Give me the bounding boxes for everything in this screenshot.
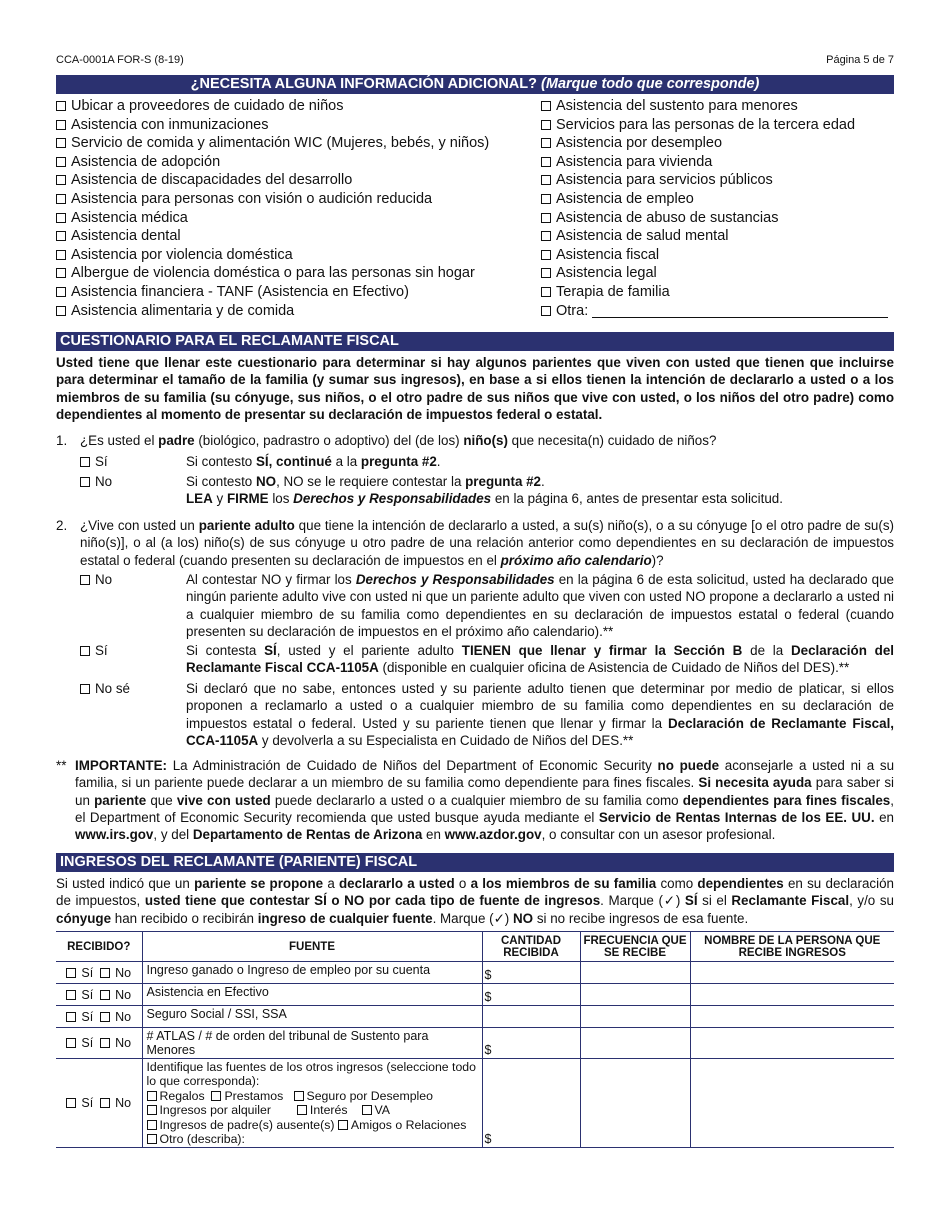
checkbox[interactable]	[541, 250, 551, 260]
info-option[interactable]	[541, 246, 888, 265]
checkbox[interactable]	[541, 306, 551, 316]
no-checkbox[interactable]	[100, 968, 110, 978]
received-cell	[56, 1006, 142, 1028]
other-income-option[interactable]: Regalos	[147, 1089, 205, 1103]
checkbox[interactable]	[56, 268, 66, 278]
recipient-name-cell[interactable]	[690, 1006, 894, 1028]
no-option[interactable]: No	[93, 988, 131, 1002]
info-option[interactable]	[541, 97, 888, 116]
col-header-amount: CANTIDAD RECIBIDA	[482, 932, 580, 962]
checkbox[interactable]	[147, 1120, 157, 1130]
q1-yes-checkbox[interactable]	[80, 457, 90, 467]
table-row	[56, 1006, 894, 1028]
info-option[interactable]	[56, 116, 489, 135]
info-option[interactable]	[541, 283, 888, 302]
info-option[interactable]	[541, 171, 888, 190]
q1-no-checkbox[interactable]	[80, 477, 90, 487]
table-row	[56, 962, 894, 984]
checkbox[interactable]	[211, 1091, 221, 1101]
checkbox-label: Ubicar a proveedores de cuidado de niños	[71, 98, 344, 114]
info-list-right	[541, 97, 888, 320]
col-header-recipient-name: NOMBRE DE LA PERSONA QUE RECIBE INGRESOS	[690, 932, 894, 962]
important-marker: **	[56, 758, 67, 773]
received-cell	[56, 984, 142, 1006]
other-income-option[interactable]: Ingresos de padre(s) ausente(s)	[147, 1118, 335, 1132]
checkbox-label: Asistencia de adopción	[71, 153, 221, 170]
frequency-cell[interactable]	[580, 1028, 690, 1059]
checkbox[interactable]	[541, 194, 551, 204]
info-option[interactable]	[56, 171, 489, 190]
no-option[interactable]: No	[93, 1010, 131, 1024]
checkbox-label: Asistencia por violencia doméstica	[71, 246, 293, 263]
other-text-field[interactable]	[592, 303, 888, 318]
other-income-option[interactable]: Ingresos por alquiler	[147, 1103, 271, 1117]
info-option[interactable]	[56, 190, 489, 209]
section-title-note: (Marque todo que corresponde)	[541, 76, 760, 92]
section-income-header	[56, 853, 894, 872]
info-option[interactable]	[541, 116, 888, 135]
no-option[interactable]: No	[93, 1096, 131, 1110]
checkbox[interactable]	[541, 287, 551, 297]
info-option[interactable]	[541, 190, 888, 209]
other-income-option[interactable]: Otro (describa):	[147, 1132, 245, 1146]
info-option[interactable]	[56, 209, 489, 228]
yes-checkbox[interactable]	[66, 1098, 76, 1108]
received-cell	[56, 962, 142, 984]
frequency-cell[interactable]	[580, 1006, 690, 1028]
yes-checkbox[interactable]	[66, 1038, 76, 1048]
frequency-cell[interactable]	[580, 962, 690, 984]
q2-dont-know-instruction: Si declaró que no sabe, entonces usted y su pariente adulto tienen que determinar por medio de platicar, si ellos proponen a reclamarlo a usted o a cualquier miembro de su familia como dependientes en su declaración de impuestos estatal o federal. Usted y su pariente tienen que llenar y firmar la Declaración de Reclamante Fiscal, CCA-1105A y devolverla a su Especialista en Cuidado de Niños del DES.**	[186, 681, 895, 748]
checkbox[interactable]	[541, 157, 551, 167]
yes-checkbox[interactable]	[66, 968, 76, 978]
no-checkbox[interactable]	[100, 1038, 110, 1048]
checkbox-label: Asistencia médica	[71, 209, 188, 226]
checkbox-label: Servicio de comida y alimentación WIC (Mujeres, bebés, y niños)	[71, 135, 490, 152]
q1-yes-option[interactable]: Sí	[80, 453, 108, 470]
checkbox[interactable]	[338, 1120, 348, 1130]
q2-no-instruction: Al contestar NO y firmar los Derechos y Responsabilidades en la página 6 de esta solicitud, usted ha declarado que ningún pariente adulto vive con usted ni que un pariente adulto que viven con usted NO propone a declararlo a usted ni a cualquier miembro de su familia como dependientes en su declaración de impuestos estatal o federal (cuando presenten su declaración de impuestos en el próximo año calendario).**	[186, 572, 894, 639]
no-checkbox[interactable]	[100, 990, 110, 1000]
info-option[interactable]	[541, 134, 888, 153]
amount-cell[interactable]	[482, 1006, 580, 1028]
checkbox-label: Terapia de familia	[556, 283, 670, 300]
info-option[interactable]	[56, 227, 489, 246]
q1-no-instruction: Si contesto NO, NO se le requiere contestar la pregunta #2. LEA y FIRME los Derechos y Responsabilidades en la página 6, antes de presentar esta solicitud.	[186, 474, 783, 507]
recipient-name-cell[interactable]	[690, 1059, 894, 1148]
other-income-option[interactable]: Prestamos	[211, 1089, 283, 1103]
frequency-cell[interactable]	[580, 984, 690, 1006]
form-id: CCA-0001A FOR-S (8-19)	[56, 54, 184, 66]
info-option[interactable]	[541, 227, 888, 246]
q2-dont-know-option[interactable]: No sé	[80, 680, 130, 697]
yes-option[interactable]: Sí	[66, 1036, 93, 1050]
other-income-option[interactable]: Seguro por Desempleo	[294, 1089, 433, 1103]
no-option[interactable]: No	[93, 966, 131, 980]
q2-no-checkbox[interactable]	[80, 575, 90, 585]
checkbox[interactable]	[541, 120, 551, 130]
checkbox-label: Asistencia legal	[556, 265, 657, 282]
checkbox[interactable]	[541, 231, 551, 241]
yes-option[interactable]: Sí	[66, 988, 93, 1002]
q1-yes-instruction: Si contesto SÍ, continué a la pregunta #2.	[186, 454, 441, 469]
no-option[interactable]: No	[93, 1036, 131, 1050]
checkbox[interactable]	[56, 231, 66, 241]
other-income-source-cell: Identifique las fuentes de los otros ingresos (seleccione todo lo que corresponda): Regalos Prestamos Seguro por Desempleo Ingresos por alquiler Interés VA Ingresos de padre(s) ausente(s) Amigos o Relaciones Otro (describa):	[142, 1059, 482, 1148]
checkbox-label: Asistencia de empleo	[556, 190, 694, 207]
received-cell	[56, 1059, 142, 1148]
checkbox[interactable]	[541, 268, 551, 278]
recipient-name-cell[interactable]	[690, 962, 894, 984]
checkbox-label: Asistencia de discapacidades del desarrollo	[71, 172, 353, 189]
amount-cell[interactable]: $	[482, 962, 580, 984]
important-note: IMPORTANTE: La Administración de Cuidado de Niños del Department of Economic Security no puede aconsejarle a usted ni a su familia, si un pariente puede declarar a un miembro de su familia como dependiente para fines fiscales. Si necesita ayuda para saber si un pariente que vive con usted puede declararlo a usted o a cualquier miembro de su familia como dependientes para fines fiscales, el Department of Economic Security recomienda que usted busque ayuda mediante el Servicio de Rentas Internas de los EE. UU. en www.irs.gov, y del Departamento de Rentas de Arizona en www.azdor.gov, o consultar con un asesor profesional.	[75, 758, 895, 843]
source-cell: Seguro Social / SSI, SSA	[142, 1006, 482, 1028]
recipient-name-cell[interactable]	[690, 1028, 894, 1059]
checkbox[interactable]	[56, 306, 66, 316]
q2-yes-instruction: Si contesta SÍ, usted y el pariente adulto TIENEN que llenar y firmar la Sección B de la Declaración del Reclamante Fiscal CCA-1105A (disponible en cualquier oficina de Asistencia de Cuidado de Niños del DES).**	[186, 643, 894, 676]
yes-checkbox[interactable]	[66, 1012, 76, 1022]
checkbox[interactable]	[541, 175, 551, 185]
checkbox[interactable]	[294, 1091, 304, 1101]
checkbox[interactable]	[56, 138, 66, 148]
info-option[interactable]	[541, 209, 888, 228]
checkbox[interactable]	[56, 101, 66, 111]
checkbox[interactable]	[56, 157, 66, 167]
yes-checkbox[interactable]	[66, 990, 76, 1000]
table-row	[56, 1028, 894, 1059]
amount-cell[interactable]: $	[482, 1028, 580, 1059]
info-option[interactable]	[56, 246, 489, 265]
checkbox[interactable]	[56, 120, 66, 130]
checkbox-label: Albergue de violencia doméstica o para las personas sin hogar	[71, 265, 475, 282]
checkbox[interactable]	[297, 1105, 307, 1115]
checkbox-label: Asistencia alimentaria y de comida	[71, 302, 295, 319]
questionnaire-intro: Usted tiene que llenar este cuestionario para determinar si hay algunos parientes que viven con usted que tienen que incluirse para determinar el tamaño de la familia (y sumar sus ingresos), en base a si ellos tienen la intención de declararlo a usted o a los miembros de su familia (su cónyuge, sus niños, o el otro padre de sus niños que vive con usted, o los niños del otro padre) como dependientes al momento de presentar su declaración de impuestos federal o estatal.	[56, 355, 894, 422]
checkbox[interactable]	[56, 250, 66, 260]
info-option[interactable]	[56, 283, 489, 302]
recipient-name-cell[interactable]	[690, 984, 894, 1006]
amount-cell[interactable]: $	[482, 984, 580, 1006]
question-1-number: 1.	[56, 433, 68, 448]
checkbox-label: Asistencia del sustento para menores	[556, 98, 798, 114]
checkbox[interactable]	[56, 194, 66, 204]
income-table	[56, 931, 894, 1148]
info-option[interactable]	[56, 153, 489, 172]
other-income-option[interactable]: Amigos o Relaciones	[338, 1118, 467, 1132]
q2-dont-know-checkbox[interactable]	[80, 684, 90, 694]
info-option[interactable]	[541, 264, 888, 283]
frequency-cell[interactable]	[580, 1059, 690, 1148]
income-instructions: Si usted indicó que un pariente se propone a declararlo a usted o a los miembros de su familia como dependientes en su declaración de impuestos, usted tiene que contestar SÍ o NO por cada tipo de fuente de ingresos. Marque (✓) SÍ si el Reclamante Fiscal, y/o su cónyuge han recibido o recibirán ingreso de cualquier fuente. Marque (✓) NO si no recibe ingresos de esa fuente.	[56, 876, 894, 926]
checkbox-label: Asistencia para personas con visión o audición reducida	[71, 190, 433, 207]
section-title: CUESTIONARIO PARA EL RECLAMANTE FISCAL	[60, 333, 399, 349]
info-option[interactable]	[56, 264, 489, 283]
checkbox-label: Asistencia de salud mental	[556, 228, 729, 245]
info-option[interactable]	[56, 302, 489, 321]
checkbox[interactable]	[56, 175, 66, 185]
col-header-source: FUENTE	[142, 932, 482, 962]
checkbox-label: Asistencia de abuso de sustancias	[556, 209, 779, 226]
col-header-received: RECIBIDO?	[56, 932, 142, 962]
question-2-number: 2.	[56, 518, 68, 533]
q2-no-option[interactable]: No	[80, 571, 112, 588]
info-option[interactable]	[541, 153, 888, 172]
checkbox-label: Asistencia dental	[71, 228, 181, 245]
source-cell: Ingreso ganado o Ingreso de empleo por su cuenta	[142, 962, 482, 984]
source-cell: # ATLAS / # de orden del tribunal de Sustento para Menores	[142, 1028, 482, 1059]
info-list-left	[56, 97, 489, 320]
checkbox[interactable]	[147, 1091, 157, 1101]
checkbox[interactable]	[56, 213, 66, 223]
checkbox[interactable]	[362, 1105, 372, 1115]
checkbox[interactable]	[541, 101, 551, 111]
amount-cell[interactable]: $	[482, 1059, 580, 1148]
no-checkbox[interactable]	[100, 1012, 110, 1022]
section-title: INGRESOS DEL RECLAMANTE (PARIENTE) FISCAL	[60, 854, 418, 870]
q1-no-option[interactable]: No	[80, 473, 112, 490]
checkbox[interactable]	[541, 138, 551, 148]
question-2-text: ¿Vive con usted un pariente adulto que tiene la intención de declararlo a usted, a su(s) niño(s), o a su cónyuge [o el otro padre de su(s) niño(s)], o al (a los) niño(s) de sus cónyuge u otro padre de una relación anterior como dependientes en su declaración de impuestos estatal o federal (cuando presenten su declaración de impuestos en el próximo año calendario)?	[80, 518, 894, 568]
received-cell	[56, 1028, 142, 1059]
checkbox[interactable]	[147, 1105, 157, 1115]
other-income-option[interactable]: VA	[362, 1103, 391, 1117]
checkbox[interactable]	[56, 287, 66, 297]
other-income-option[interactable]: Interés	[297, 1103, 348, 1117]
info-option[interactable]	[56, 134, 489, 153]
table-row-other-income	[56, 1059, 894, 1148]
page-number: Página 5 de 7	[826, 54, 894, 66]
section-questionnaire-header	[56, 332, 894, 351]
no-checkbox[interactable]	[100, 1098, 110, 1108]
checkbox-label: Asistencia fiscal	[556, 246, 660, 263]
section-title: ¿NECESITA ALGUNA INFORMACIÓN ADICIONAL?	[190, 76, 537, 92]
yes-option[interactable]: Sí	[66, 1096, 93, 1110]
col-header-frequency: FRECUENCIA QUE SE RECIBE	[580, 932, 690, 962]
info-option[interactable]	[56, 97, 489, 116]
question-1-text: ¿Es usted el padre (biológico, padrastro o adoptivo) del (de los) niño(s) que necesita(n) cuidado de niños?	[80, 433, 717, 448]
checkbox[interactable]	[147, 1134, 157, 1144]
source-cell: Asistencia en Efectivo	[142, 984, 482, 1006]
table-row	[56, 984, 894, 1006]
q2-yes-checkbox[interactable]	[80, 646, 90, 656]
checkbox-label: Servicios para las personas de la tercera edad	[556, 116, 856, 133]
checkbox-label: Asistencia para servicios públicos	[556, 172, 773, 189]
q2-yes-option[interactable]: Sí	[80, 642, 108, 659]
yes-option[interactable]: Sí	[66, 1010, 93, 1024]
checkbox-label: Asistencia con inmunizaciones	[71, 116, 269, 133]
info-option-other[interactable]	[541, 302, 888, 321]
checkbox-label: Asistencia para vivienda	[556, 153, 713, 170]
checkbox[interactable]	[541, 213, 551, 223]
checkbox-label: Asistencia por desempleo	[556, 135, 723, 152]
checkbox-label: Asistencia financiera - TANF (Asistencia en Efectivo)	[71, 283, 409, 300]
section-additional-info-header	[56, 75, 894, 94]
checkbox-label: Otra:	[556, 302, 593, 319]
yes-option[interactable]: Sí	[66, 966, 93, 980]
